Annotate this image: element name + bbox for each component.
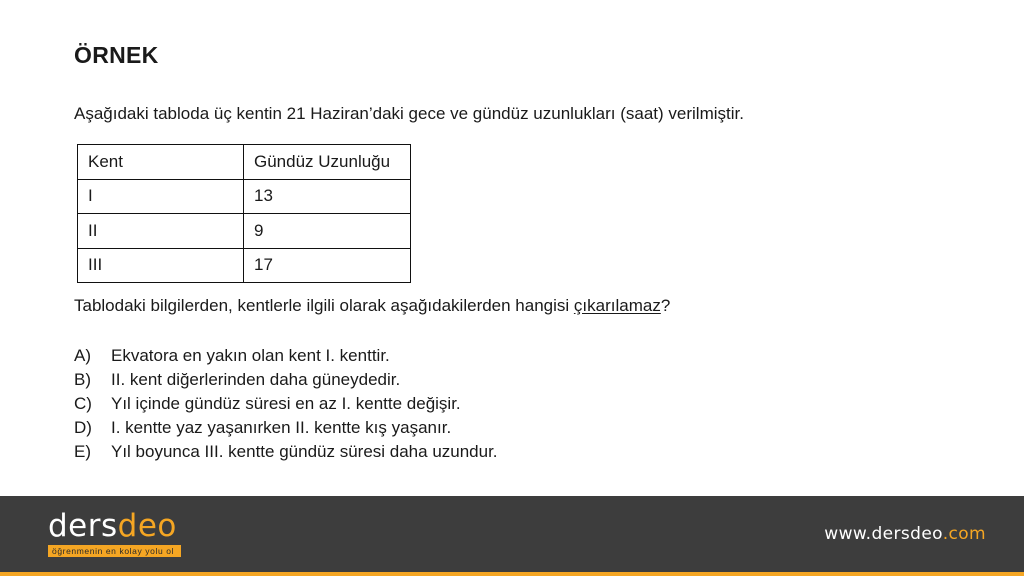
website-prefix: www.	[824, 524, 872, 544]
answer-option-a[interactable]	[74, 344, 498, 368]
option-letter: C)	[74, 394, 92, 413]
header-kent: Kent	[78, 145, 244, 180]
option-text: Yıl içinde gündüz süresi en az I. kentte değişir.	[111, 394, 461, 413]
option-text: Yıl boyunca III. kentte gündüz süresi daha uzundur.	[111, 442, 498, 461]
table-row	[78, 179, 411, 214]
option-letter: B)	[74, 370, 91, 389]
table-row	[78, 248, 411, 283]
cell-kent: II	[78, 214, 244, 249]
logo-tagline: öğrenmenin en kolay yolu ol	[48, 545, 181, 557]
answer-option-d[interactable]	[74, 416, 498, 440]
logo-part-ders: ders	[48, 508, 118, 544]
intro-text: Aşağıdaki tabloda üç kentin 21 Haziran’daki gece ve gündüz uzunlukları (saat) verilmiştir.	[74, 104, 744, 123]
question-emphasis: çıkarılamaz	[573, 296, 661, 315]
website-suffix: .com	[942, 524, 986, 544]
option-text: II. kent diğerlerinden daha güneydedir.	[111, 370, 401, 389]
logo-wordmark	[48, 510, 181, 542]
header-gunduz-uzunlugu: Gündüz Uzunluğu	[244, 145, 411, 180]
answer-option-c[interactable]	[74, 392, 498, 416]
website-domain: dersdeo	[871, 524, 943, 544]
dersdeo-logo[interactable]	[48, 510, 181, 557]
table-row	[78, 214, 411, 249]
answer-option-b[interactable]	[74, 368, 498, 392]
answer-option-e[interactable]	[74, 440, 498, 464]
footer-accent-stripe	[0, 572, 1024, 576]
option-letter: D)	[74, 418, 92, 437]
option-letter: A)	[74, 346, 91, 365]
cell-gunduz: 9	[244, 214, 411, 249]
question-lead: Tablodaki bilgilerden, kentlerle ilgili olarak aşağıdakilerden hangisi	[74, 296, 574, 315]
cell-gunduz: 13	[244, 179, 411, 214]
answer-options	[74, 344, 498, 464]
website-link[interactable]	[824, 524, 986, 544]
question-text	[74, 296, 670, 316]
logo-part-deo: deo	[117, 508, 177, 544]
option-letter: E)	[74, 442, 91, 461]
slide-title: ÖRNEK	[74, 42, 159, 68]
cell-kent: III	[78, 248, 244, 283]
cell-kent: I	[78, 179, 244, 214]
option-text: I. kentte yaz yaşanırken II. kentte kış yaşanır.	[111, 418, 452, 437]
day-length-table	[77, 144, 411, 283]
option-text: Ekvatora en yakın olan kent I. kenttir.	[111, 346, 390, 365]
table-header-row	[78, 145, 411, 180]
footer-bar	[0, 496, 1024, 576]
question-mark: ?	[660, 296, 671, 315]
cell-gunduz: 17	[244, 248, 411, 283]
